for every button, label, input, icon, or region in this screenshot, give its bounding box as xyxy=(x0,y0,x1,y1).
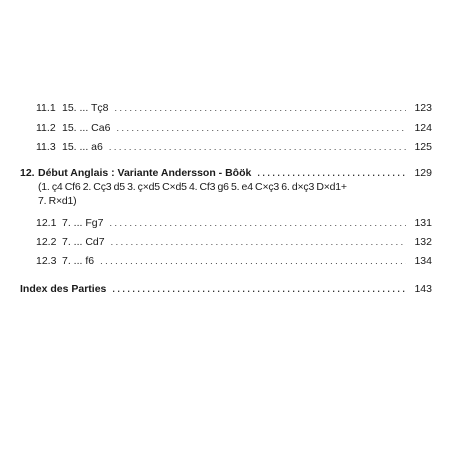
dot-leader xyxy=(115,102,407,115)
page-number: 129 xyxy=(414,167,432,179)
entry-label xyxy=(36,141,103,154)
toc-index xyxy=(20,283,432,296)
chapter-number: 12. xyxy=(20,167,35,179)
page-number: 123 xyxy=(414,102,432,114)
dot-leader xyxy=(116,122,406,135)
page-number: 124 xyxy=(414,122,432,134)
section-number: 12.2 xyxy=(36,236,57,248)
dot-leader xyxy=(112,283,406,296)
toc-entry-12-2 xyxy=(36,236,432,249)
page-number: 125 xyxy=(414,141,432,153)
entry-label xyxy=(36,122,110,135)
toc-entry-12-3 xyxy=(36,255,432,268)
page-number: 143 xyxy=(414,283,432,295)
section-number: 11.3 xyxy=(36,141,56,153)
dot-leader xyxy=(257,167,406,180)
page-number: 131 xyxy=(414,217,432,229)
section-title: 15. ... Ca6 xyxy=(62,122,111,134)
toc-entry-12-1 xyxy=(36,217,432,230)
index-title: Index des Parties xyxy=(20,283,107,295)
entry-label xyxy=(36,255,94,268)
toc-entry-11-1 xyxy=(36,102,432,115)
dot-leader xyxy=(111,236,406,249)
section-number: 11.2 xyxy=(36,122,56,134)
chapter-label xyxy=(20,167,251,180)
section-title: 15. ... a6 xyxy=(62,141,103,153)
chapter-moves-line-2: 7. R×d1) xyxy=(38,195,77,207)
chapter-moves-line-1: (1. ç4 Cf6 2. Cç3 d5 3. ç×d5 C×d5 4. Cf3 g6 5. e4 C×ç3 6. d×ç3 D×d1+ xyxy=(38,181,347,193)
dot-leader xyxy=(100,255,406,268)
toc-entry-11-2 xyxy=(36,122,432,135)
section-title: 15. ... Tç8 xyxy=(62,102,109,114)
section-title: 7. ... Cd7 xyxy=(62,236,105,248)
page-number: 134 xyxy=(414,255,432,267)
section-number: 12.1 xyxy=(36,217,57,229)
toc-entry-11-3 xyxy=(36,141,432,154)
dot-leader xyxy=(109,141,406,154)
section-title: 7. ... f6 xyxy=(62,255,95,267)
page-number: 132 xyxy=(414,236,432,248)
entry-label xyxy=(36,102,109,115)
entry-label xyxy=(36,236,105,249)
chapter-title: Début Anglais : Variante Andersson - Bôök xyxy=(38,167,252,179)
dot-leader xyxy=(109,217,406,230)
entry-label xyxy=(36,217,103,230)
section-number: 12.3 xyxy=(36,255,57,267)
section-number: 11.1 xyxy=(36,102,56,114)
section-title: 7. ... Fg7 xyxy=(62,217,104,229)
toc-chapter-12 xyxy=(20,167,432,180)
